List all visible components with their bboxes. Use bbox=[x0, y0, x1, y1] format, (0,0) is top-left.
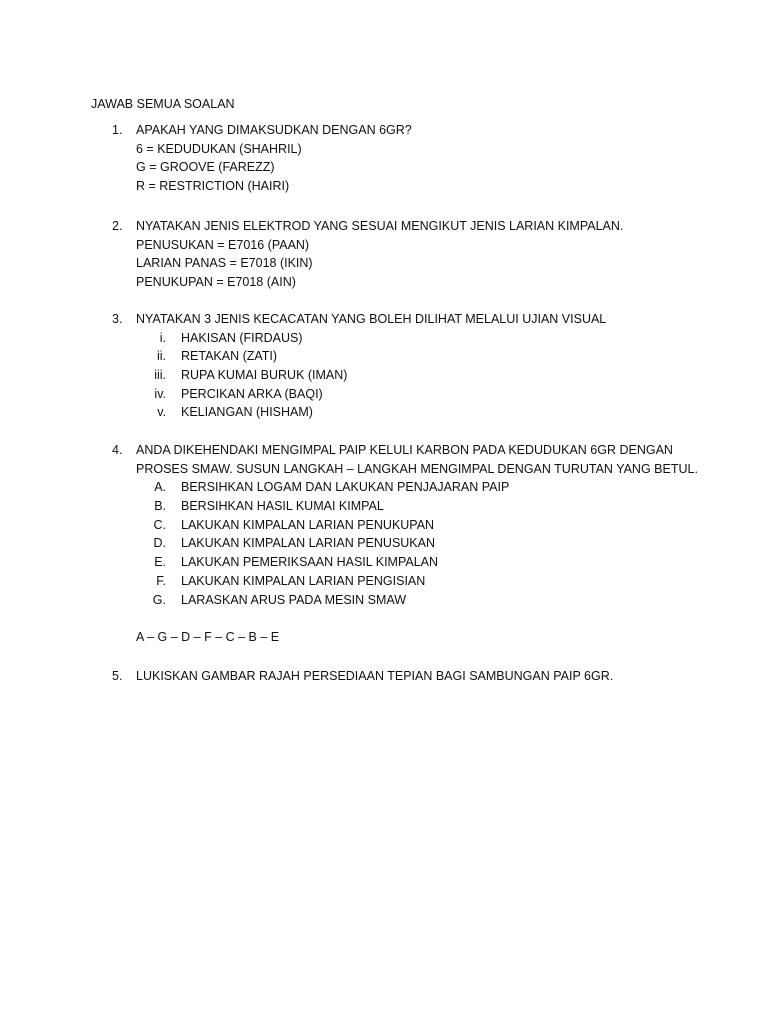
list-marker: iv. bbox=[154, 386, 166, 401]
answer-line: G = GROOVE (FAREZZ) bbox=[136, 160, 275, 175]
list-marker: v. bbox=[157, 405, 166, 420]
list-item-text: LAKUKAN KIMPALAN LARIAN PENUKUPAN bbox=[181, 517, 435, 532]
question-number: 1. bbox=[112, 123, 123, 137]
question-body bbox=[136, 310, 696, 422]
list-item bbox=[136, 329, 696, 348]
list-item-text: RETAKAN (ZATI) bbox=[181, 349, 278, 364]
list-marker: ii. bbox=[156, 349, 166, 364]
list-item bbox=[136, 572, 696, 591]
answer-line: 6 = KEDUDUKAN (SHAHRIL) bbox=[136, 141, 302, 156]
list-item bbox=[136, 497, 696, 516]
list-item bbox=[136, 385, 696, 404]
list-item-text: LAKUKAN KIMPALAN LARIAN PENUSUKAN bbox=[181, 536, 436, 551]
question-text: PROSES SMAW. SUSUN LANGKAH – LANGKAH MENGIMPAL DENGAN TURUTAN YANG BETUL. bbox=[136, 461, 698, 476]
list-marker: i. bbox=[159, 330, 166, 345]
list-item-text: BERSIHKAN HASIL KUMAI KIMPAL bbox=[181, 499, 384, 514]
list-marker: C. bbox=[153, 517, 166, 532]
list-marker: F. bbox=[156, 573, 166, 588]
list-item bbox=[136, 591, 696, 610]
answer-line: PENUSUKAN = E7016 (PAAN) bbox=[136, 237, 310, 252]
list-item-text: LAKUKAN KIMPALAN LARIAN PENGISIAN bbox=[181, 573, 426, 588]
roman-list bbox=[136, 329, 696, 422]
question-number: 2. bbox=[112, 219, 123, 233]
answer-sequence: A – G – D – F – C – B – E bbox=[136, 629, 280, 644]
list-marker: B. bbox=[154, 499, 166, 514]
list-item bbox=[136, 366, 696, 385]
question-number: 3. bbox=[112, 312, 123, 326]
answer-line: PENUKUPAN = E7018 (AIN) bbox=[136, 275, 296, 290]
answer-line: LARIAN PANAS = E7018 (IKIN) bbox=[136, 256, 313, 271]
list-item bbox=[136, 516, 696, 535]
question-body bbox=[136, 121, 696, 196]
question-number: 4. bbox=[112, 443, 123, 457]
instruction-heading: JAWAB SEMUA SOALAN bbox=[91, 97, 235, 111]
question-text: LUKISKAN GAMBAR RAJAH PERSEDIAAN TEPIAN BAGI SAMBUNGAN PAIP 6GR. bbox=[136, 669, 614, 683]
question-number: 5. bbox=[112, 669, 123, 683]
answer-line: R = RESTRICTION (HAIRI) bbox=[136, 179, 290, 194]
list-item bbox=[136, 534, 696, 553]
list-item bbox=[136, 478, 696, 497]
question-body bbox=[136, 217, 696, 292]
list-item-text: PERCIKAN ARKA (BAQI) bbox=[181, 386, 323, 401]
list-item-text: LARASKAN ARUS PADA MESIN SMAW bbox=[181, 592, 407, 607]
list-marker: E. bbox=[154, 555, 166, 570]
list-item bbox=[136, 403, 696, 422]
list-item-text: BERSIHKAN LOGAM DAN LAKUKAN PENJAJARAN PAIP bbox=[181, 480, 510, 495]
list-item-text: HAKISAN (FIRDAUS) bbox=[181, 330, 303, 345]
list-item-text: RUPA KUMAI BURUK (IMAN) bbox=[181, 368, 348, 383]
lettered-list bbox=[136, 478, 696, 609]
list-marker: iii. bbox=[154, 368, 166, 383]
list-marker: G. bbox=[152, 592, 166, 607]
list-marker: A. bbox=[154, 480, 166, 495]
question-text: APAKAH YANG DIMAKSUDKAN DENGAN 6GR? bbox=[136, 123, 412, 137]
list-item bbox=[136, 553, 696, 572]
list-item bbox=[136, 347, 696, 366]
question-body bbox=[136, 441, 696, 647]
question-text: NYATAKAN 3 JENIS KECACATAN YANG BOLEH DILIHAT MELALUI UJIAN VISUAL bbox=[136, 312, 607, 326]
question-body bbox=[136, 667, 696, 686]
list-item-text: KELIANGAN (HISHAM) bbox=[181, 405, 313, 420]
list-item-text: LAKUKAN PEMERIKSAAN HASIL KIMPALAN bbox=[181, 555, 439, 570]
question-text: ANDA DIKEHENDAKI MENGIMPAL PAIP KELULI KARBON PADA KEDUDUKAN 6GR DENGAN bbox=[136, 443, 673, 457]
question-text: NYATAKAN JENIS ELEKTROD YANG SESUAI MENGIKUT JENIS LARIAN KIMPALAN. bbox=[136, 219, 624, 233]
list-marker: D. bbox=[153, 536, 166, 551]
